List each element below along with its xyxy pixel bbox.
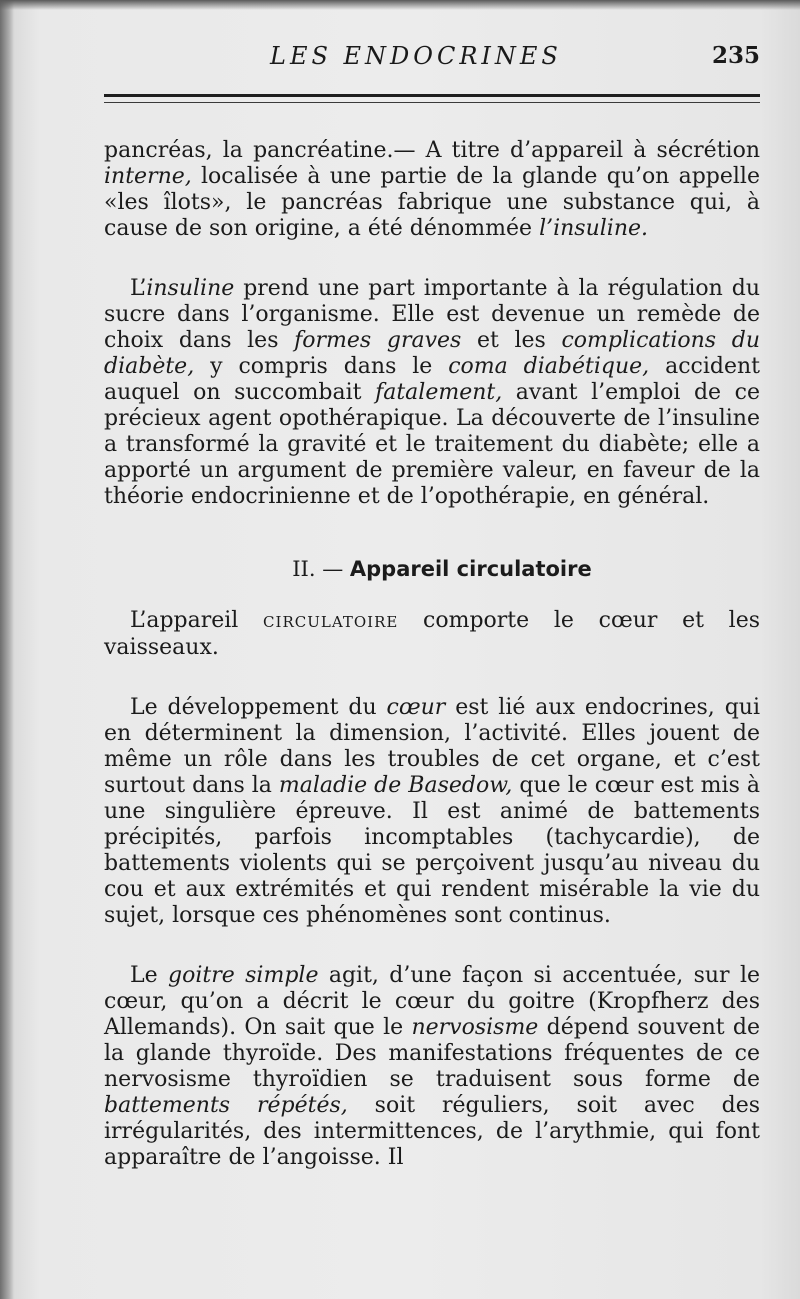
running-head bbox=[104, 42, 760, 82]
paragraph-coeur: Le développement du cœur est lié aux endocrines, qui en déterminent la dimension, l’activité. Elles jouent de même un rôle dans les troubles de cet organe, et c’est surtout dans la maladie de Basedow, que le cœur est mis à une singulière épreuve. Il est animé de battements précipités, parfois incomptables (tachycardie), de battements violents qui se perçoivent jusqu’au niveau du cou et aux extrémités et qui rendent misérable la vie du sujet, lorsque ces phénomènes sont continus. bbox=[104, 695, 760, 928]
page-body bbox=[104, 138, 760, 1171]
section-heading: II. — Appareil circulatoire bbox=[292, 557, 592, 581]
paragraph-goitre: Le goitre simple agit, d’une façon si accentuée, sur le cœur, qu’on a décrit le cœur du goitre (Kropfherz des Allemands). On sait que le nervosisme dépend souvent de la glande thyroïde. Des manifestations fréquentes de ce nervosisme thyroïdien se traduisent sous forme de battements répétés, soit réguliers, soit avec des irrégularités, des intermittences, de l’arythmie, qui font apparaître de l’angoisse. Il bbox=[104, 963, 761, 1170]
running-head-title: LES ENDOCRINES bbox=[270, 42, 562, 70]
paragraph-gap bbox=[104, 661, 760, 695]
section-gap bbox=[104, 510, 760, 556]
paragraph-gap bbox=[104, 242, 760, 276]
header-rule bbox=[104, 94, 760, 97]
paragraph-gap bbox=[104, 929, 760, 963]
binding-shadow bbox=[0, 0, 14, 1299]
heading-gap bbox=[104, 582, 760, 608]
header-rule-thin bbox=[104, 102, 760, 103]
paragraph-insuline: L’insuline prend une part importante à la régulation du sucre dans l’organisme. Elle est devenue un remède de choix dans les formes graves et les complications du diabète, y compris dans le coma diabétique, accident auquel on succombait fatalement, avant l’emploi de ce précieux agent opothérapique. La découverte de l’insuline a transformé la gravité et le traitement du diabète; elle a apporté un argument de première valeur, en faveur de la théorie endocrinienne et de l’opothérapie, en général. bbox=[104, 276, 760, 509]
page-number: 235 bbox=[711, 42, 760, 69]
top-edge-shadow bbox=[0, 0, 800, 10]
paragraph-appareil: L’appareil CIRCULATOIRE comporte le cœur et les vaisseaux. bbox=[104, 608, 761, 660]
paragraph-pancreas: pancréas, la pancréatine.— A titre d’appareil à sécrétion interne, localisée à une partie de la glande qu’on appelle «les îlots», le pancréas fabrique une substance qui, à cause de son origine, a été dénommée l’insuline. bbox=[104, 138, 760, 241]
